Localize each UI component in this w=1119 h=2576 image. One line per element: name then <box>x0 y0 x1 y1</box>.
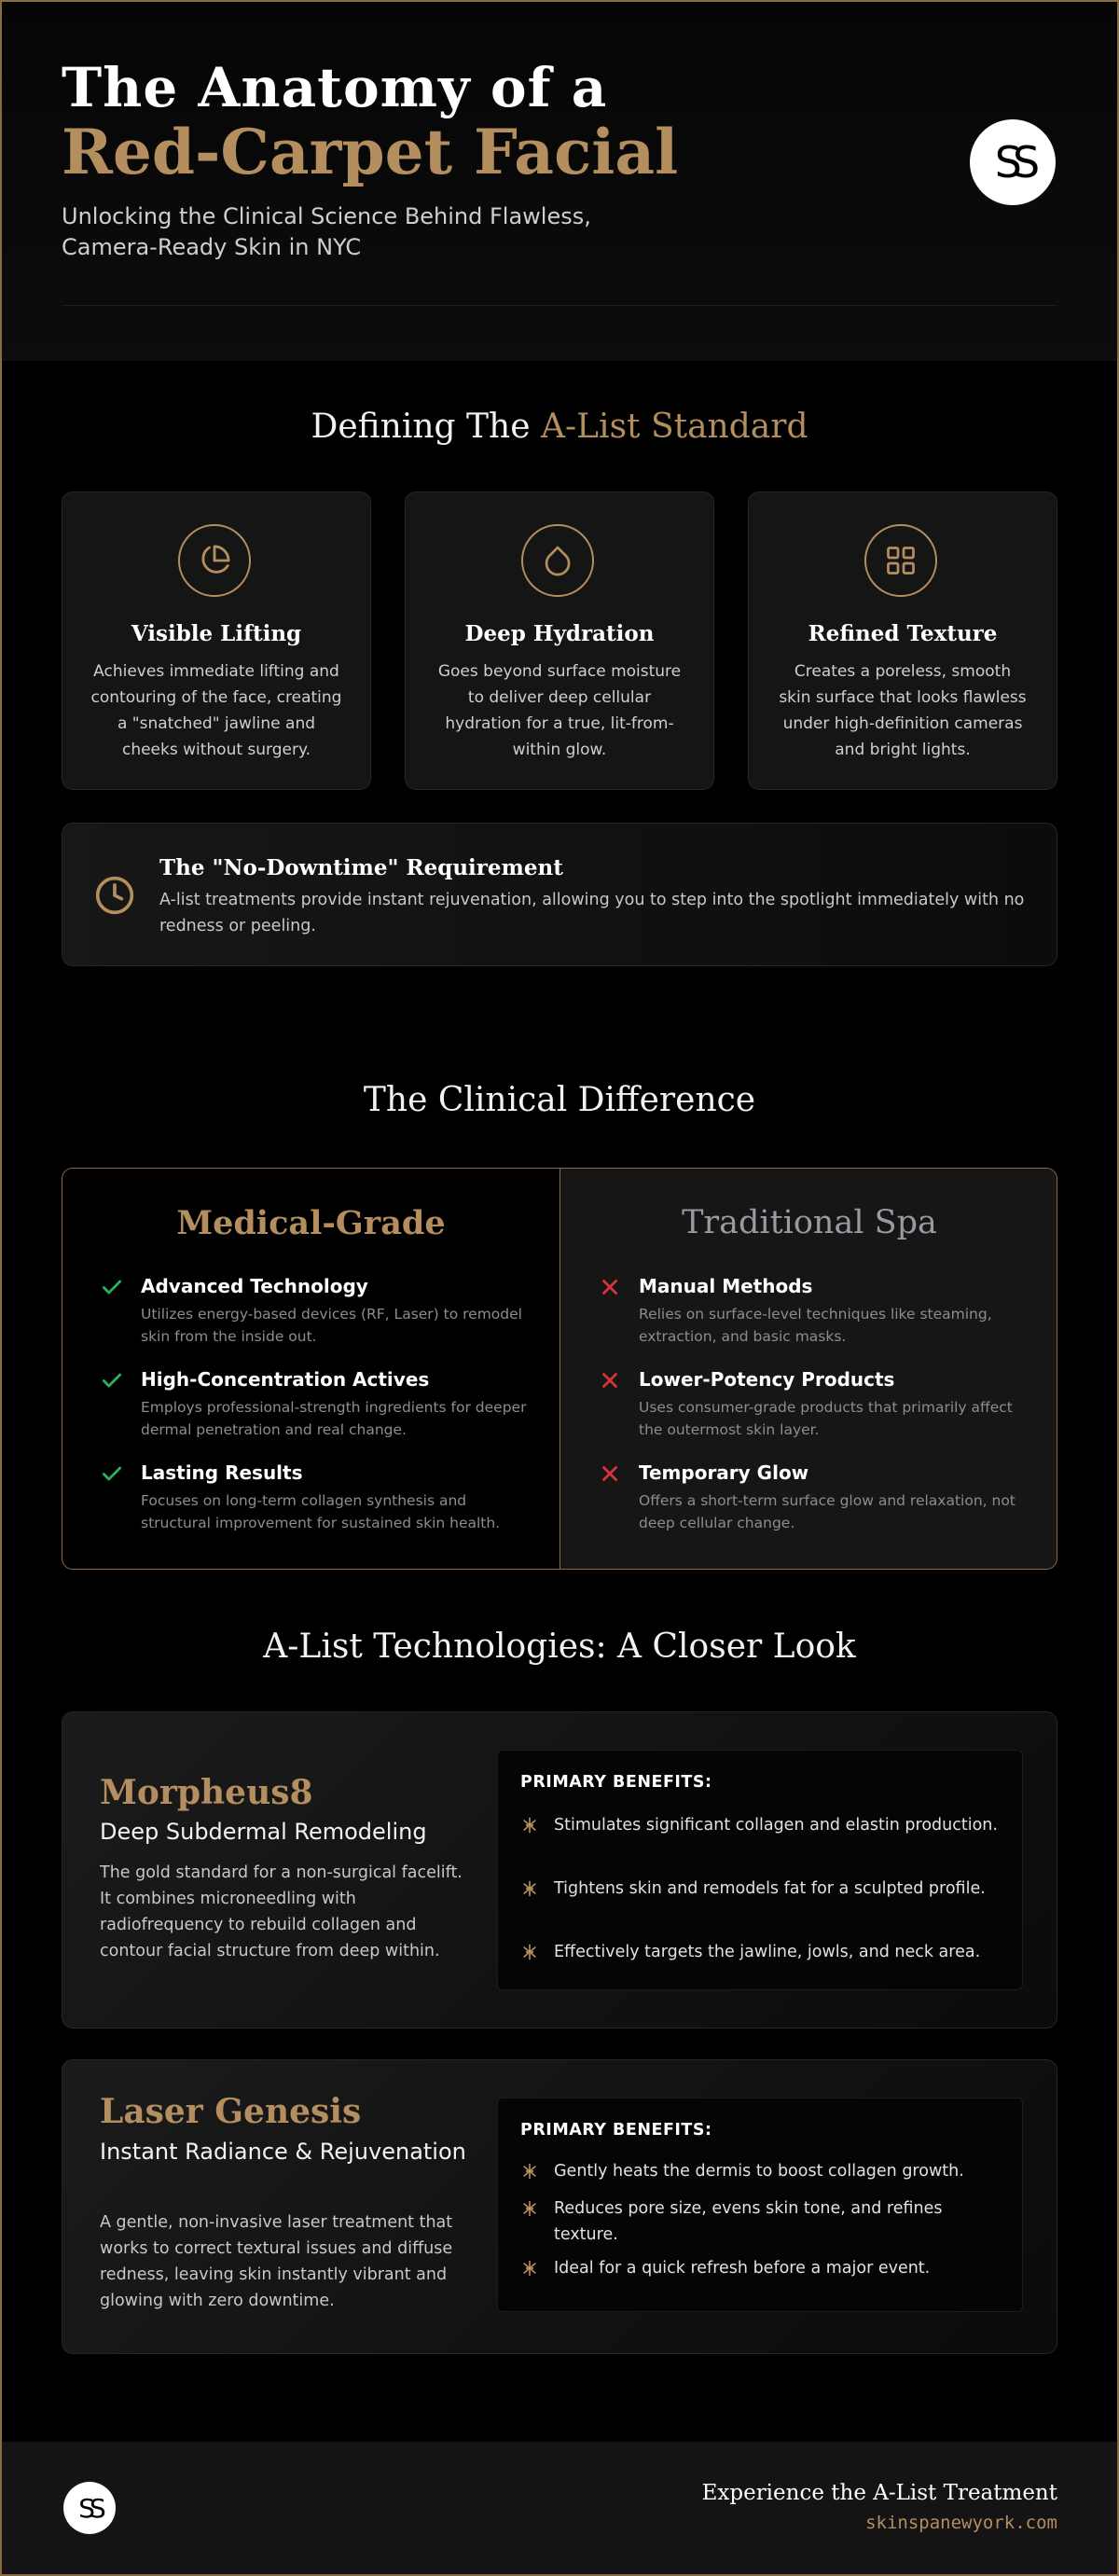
item-text: Focuses on long-term collagen synthesis and structural improvement for sustained skin health. <box>141 1492 501 1531</box>
traditional-spa-column <box>560 1169 1057 1569</box>
sparkle-icon <box>520 1879 539 1898</box>
clock-icon <box>94 875 135 920</box>
website-link[interactable]: skinspanewyork.com <box>865 2513 1057 2533</box>
item-text: Employs professional-strength ingredients for deeper dermal penetration and real change. <box>141 1399 527 1438</box>
item-text: Utilizes energy-based devices (RF, Laser) to remodel skin from the inside out. <box>141 1306 522 1345</box>
cross-icon <box>598 1461 622 1486</box>
card-text: Goes beyond surface moisture to deliver deep cellular hydration for a true, lit-from-within glow. <box>437 662 682 759</box>
downtime-title: The "No-Downtime" Requirement <box>159 855 563 880</box>
item-text: Offers a short-term surface glow and relaxation, not deep cellular change. <box>639 1492 1015 1531</box>
card-text: Creates a poreless, smooth skin surface that looks flawless under high-definition cameras and bright lights. <box>779 662 1027 759</box>
subtitle: Unlocking the Clinical Science Behind Flawless, Camera-Ready Skin in NYC <box>62 203 591 260</box>
section-title-prefix: Defining The <box>311 408 541 446</box>
item-text: Relies on surface-level techniques like steaming, extraction, and basic masks. <box>639 1306 992 1345</box>
benefit-text: Effectively targets the jawline, jowls, and neck area. <box>554 1943 981 1961</box>
footer-cta: Experience the A-List Treatment <box>701 2481 1057 2505</box>
item-title: Lasting Results <box>141 1461 303 1484</box>
benefits-heading: PRIMARY BENEFITS: <box>520 1773 712 1792</box>
feature-card-lifting <box>62 492 371 790</box>
tech-card-laser-genesis <box>62 2059 1057 2354</box>
card-title: Refined Texture <box>808 621 998 646</box>
medical-grade-column <box>62 1169 560 1569</box>
tech-description: The gold standard for a non-surgical facelift. It combines microneedling with radiofrequency to rebuild collagen and contour facial structure from deep within. <box>100 1863 463 1960</box>
downtime-text: A-list treatments provide instant rejuvenation, allowing you to step into the spotlight immediately with no redness or peeling. <box>159 891 1025 935</box>
feature-card-texture <box>748 492 1057 790</box>
check-icon <box>100 1275 124 1299</box>
tech-description: A gentle, non-invasive laser treatment that works to correct textural issues and diffuse redness, leaving skin instantly vibrant and glowing with zero downtime. <box>100 2213 453 2310</box>
comparison-table <box>62 1168 1057 1570</box>
card-title: Visible Lifting <box>131 621 302 646</box>
grid-icon <box>864 524 937 597</box>
item-title: Lower-Potency Products <box>639 1368 895 1391</box>
section-title-clinical: The Clinical Difference <box>363 1081 756 1119</box>
divider <box>62 305 1057 306</box>
check-icon <box>100 1368 124 1392</box>
benefit-text: Stimulates significant collagen and elastin production. <box>554 1816 998 1835</box>
cross-icon <box>598 1275 622 1299</box>
brand-logo[interactable] <box>970 119 1056 205</box>
downtime-callout <box>62 823 1057 966</box>
item-title: Temporary Glow <box>639 1461 809 1484</box>
section-title-technologies: A-List Technologies: A Closer Look <box>263 1627 856 1666</box>
benefits-panel <box>497 1750 1023 1990</box>
benefit-text: Tightens skin and remodels fat for a sculpted profile. <box>554 1879 986 1898</box>
check-icon <box>100 1461 124 1486</box>
feature-card-hydration <box>405 492 714 790</box>
tech-name: Laser Genesis <box>100 2092 362 2131</box>
item-title: High-Concentration Actives <box>141 1368 430 1391</box>
item-text: Uses consumer-grade products that primarily affect the outermost skin layer. <box>639 1399 1013 1438</box>
benefit-text: Reduces pore size, evens skin tone, and refines texture. <box>554 2199 943 2244</box>
title-line-2: Red-Carpet Facial <box>62 116 679 188</box>
benefits-heading: PRIMARY BENEFITS: <box>520 2121 712 2140</box>
tech-name: Morpheus8 <box>100 1773 313 1812</box>
column-heading: Medical-Grade <box>176 1204 446 1242</box>
svg-text:SS: SS <box>994 137 1031 187</box>
benefits-panel <box>497 2098 1023 2312</box>
footer-logo[interactable] <box>63 2482 116 2534</box>
ss-logo-icon <box>970 119 1056 205</box>
tech-subtitle: Deep Subdermal Remodeling <box>100 1819 427 1845</box>
footer <box>2 2442 1117 2574</box>
benefit-text: Ideal for a quick refresh before a major event. <box>554 2259 931 2278</box>
droplet-icon <box>521 524 594 597</box>
section-title-accent: A-List Standard <box>540 408 808 446</box>
benefit-text: Gently heats the dermis to boost collagen growth. <box>554 2162 964 2181</box>
tech-card-morpheus8 <box>62 1711 1057 2029</box>
tech-subtitle: Instant Radiance & Rejuvenation <box>100 2139 466 2165</box>
item-title: Advanced Technology <box>141 1275 368 1297</box>
svg-text:SS: SS <box>78 2493 101 2524</box>
column-heading: Traditional Spa <box>682 1204 937 1241</box>
card-title: Deep Hydration <box>464 621 655 646</box>
sparkle-icon <box>520 1943 539 1961</box>
ss-logo-icon <box>63 2482 116 2534</box>
cross-icon <box>598 1368 622 1392</box>
sparkle-icon <box>520 2259 539 2278</box>
header <box>2 2 1117 361</box>
sparkle-icon <box>520 1816 539 1835</box>
title-line-1: The Anatomy of a <box>62 56 608 119</box>
sparkle-icon <box>520 2199 539 2218</box>
card-text: Achieves immediate lifting and contouring of the face, creating a "snatched" jawline and cheeks without surgery. <box>90 662 342 759</box>
pie-chart-icon <box>178 524 251 597</box>
section-title-standard <box>2 408 1117 446</box>
sparkle-icon <box>520 2162 539 2181</box>
item-title: Manual Methods <box>639 1275 813 1297</box>
